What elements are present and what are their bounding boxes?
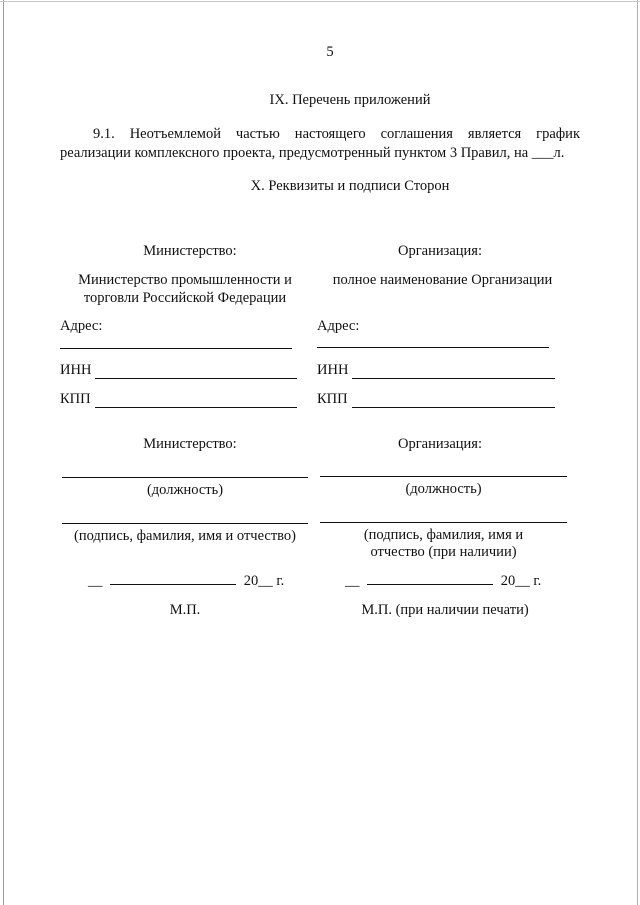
ministry-kpp-line bbox=[95, 393, 297, 408]
organization-inn-label: ИНН bbox=[317, 362, 349, 378]
organization-sign-header: Организация: bbox=[397, 436, 482, 452]
ministry-signature-caption: (подпись, фамилия, имя и отчество) bbox=[74, 528, 296, 544]
ministry-date-month-line bbox=[110, 572, 236, 585]
page-edge-right bbox=[637, 0, 638, 905]
organization-signature-caption-line2: отчество (при наличии) bbox=[370, 544, 517, 560]
ministry-name-line2: торговли Российской Федерации bbox=[83, 290, 287, 306]
organization-address-line bbox=[317, 347, 549, 348]
ministry-header: Министерство: bbox=[143, 243, 237, 259]
ministry-kpp-label: КПП bbox=[60, 391, 91, 407]
organization-header: Организация: bbox=[397, 243, 482, 259]
ministry-sign-header: Министерство: bbox=[143, 436, 237, 452]
organization-position-caption: (должность) bbox=[405, 481, 482, 497]
section-10-heading: X. Реквизиты и подписи Сторон bbox=[250, 178, 450, 194]
organization-date bbox=[345, 572, 541, 590]
organization-inn-field bbox=[317, 361, 555, 379]
organization-date-year: 20__ г. bbox=[500, 573, 542, 589]
page-edge-left bbox=[3, 0, 4, 905]
page-number: 5 bbox=[326, 44, 334, 60]
organization-address-label: Адрес: bbox=[317, 318, 360, 334]
ministry-address-line bbox=[60, 348, 292, 349]
organization-signature-caption-line1: (подпись, фамилия, имя и bbox=[363, 527, 524, 543]
organization-kpp-line bbox=[352, 393, 555, 408]
ministry-date bbox=[88, 572, 284, 590]
organization-position-line bbox=[320, 476, 567, 477]
ministry-inn-label: ИНН bbox=[60, 362, 92, 378]
ministry-stamp: М.П. bbox=[169, 602, 201, 618]
organization-stamp: М.П. (при наличии печати) bbox=[361, 602, 529, 618]
organization-kpp-label: КПП bbox=[317, 391, 348, 407]
organization-name: полное наименование Организации bbox=[332, 272, 553, 288]
section-9-paragraph-line2: реализации комплексного проекта, предусмотренный пунктом 3 Правил, на ___л. bbox=[60, 145, 565, 161]
page-edge-top bbox=[0, 1, 640, 2]
organization-date-month-line bbox=[367, 572, 493, 585]
section-9-heading: IX. Перечень приложений bbox=[269, 92, 431, 108]
ministry-name-line1: Министерство промышленности и bbox=[78, 272, 292, 288]
ministry-position-line bbox=[62, 477, 308, 478]
organization-kpp-field bbox=[317, 390, 555, 408]
ministry-inn-field bbox=[60, 361, 297, 379]
ministry-kpp-field bbox=[60, 390, 297, 408]
ministry-date-day: __ bbox=[88, 573, 103, 589]
section-9-paragraph-line1: 9.1. Неотъемлемой частью настоящего соглашения является график bbox=[93, 126, 580, 142]
ministry-date-year: 20__ г. bbox=[243, 573, 285, 589]
ministry-inn-line bbox=[95, 364, 297, 379]
ministry-position-caption: (должность) bbox=[146, 482, 224, 498]
organization-date-day: __ bbox=[345, 573, 360, 589]
ministry-signature-line bbox=[62, 523, 308, 524]
organization-signature-line bbox=[320, 522, 567, 523]
organization-inn-line bbox=[352, 364, 555, 379]
ministry-address-label: Адрес: bbox=[60, 318, 103, 334]
